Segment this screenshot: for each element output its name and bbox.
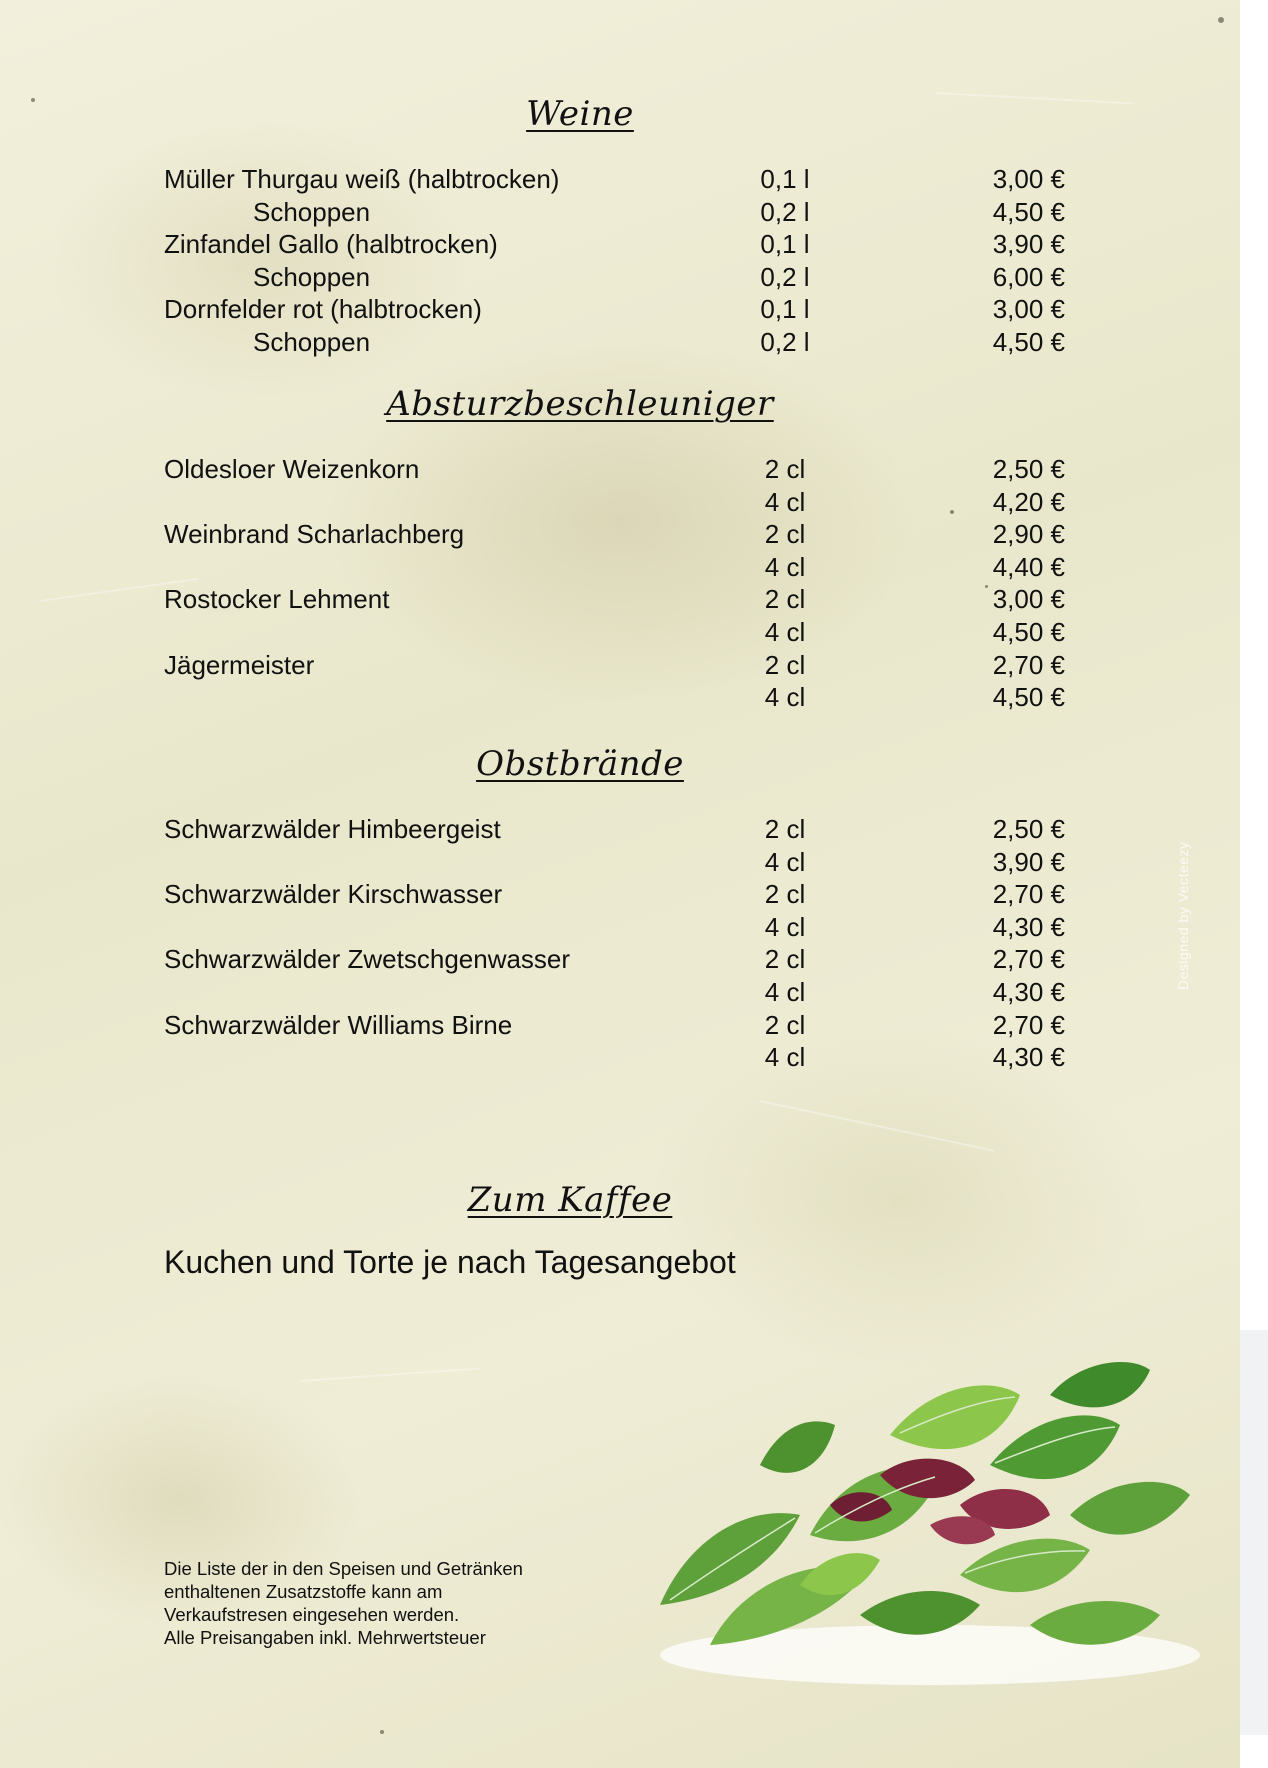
item-quantity: 0,1 l [760, 294, 810, 325]
item-quantity: 2 cl [764, 944, 806, 975]
menu-item-row [0, 616, 1240, 649]
item-price: 3,00 € [992, 164, 1065, 194]
menu-item-row [0, 518, 1240, 551]
item-name: Rostocker Lehment [164, 584, 390, 615]
item-name: Schwarzwälder Zwetschgenwasser [164, 944, 571, 975]
item-price: 3,00 € [992, 294, 1065, 325]
item-price: 4,30 € [992, 977, 1065, 1007]
item-quantity: 4 cl [764, 911, 806, 942]
side-strip [1240, 1330, 1268, 1735]
item-name: Weinbrand Scharlachberg [164, 519, 465, 550]
menu-item-row [0, 261, 1240, 294]
item-price: 2,70 € [992, 879, 1065, 910]
menu-item-row [0, 196, 1240, 229]
menu-item-row [0, 649, 1240, 682]
section-title-weine: Weine [526, 94, 634, 134]
item-name: Schwarzwälder Kirschwasser [164, 879, 503, 910]
item-price: 2,70 € [992, 944, 1065, 975]
texture-scratch [760, 1100, 995, 1152]
menu-item-row [0, 583, 1240, 616]
item-price: 4,50 € [992, 682, 1065, 713]
item-price: 4,30 € [992, 1042, 1065, 1073]
item-price: 4,50 € [992, 327, 1065, 357]
item-name: Oldesloer Weizenkorn [164, 454, 420, 484]
item-price: 2,70 € [992, 649, 1065, 680]
kaffee-offer-text: Kuchen und Torte je nach Tagesangebot [164, 1244, 736, 1280]
item-price: 4,50 € [992, 617, 1065, 647]
item-quantity: 2 cl [764, 1009, 806, 1040]
salad-icon [630, 1355, 1210, 1690]
section-title-absturzbeschleuniger: Absturzbeschleuniger [386, 384, 774, 424]
menu-item-row [0, 846, 1240, 879]
item-price: 4,50 € [992, 196, 1065, 227]
item-quantity: 2 cl [764, 454, 806, 484]
item-quantity: 4 cl [764, 617, 806, 647]
menu-item-row [0, 163, 1240, 196]
item-name: Zinfandel Gallo (halbtrocken) [164, 229, 498, 260]
texture-scratch [300, 1367, 480, 1382]
item-name: Jägermeister [164, 649, 315, 680]
item-quantity: 0,2 l [760, 196, 810, 227]
item-quantity: 4 cl [764, 1042, 806, 1073]
texture-spot [380, 1730, 384, 1734]
item-price: 3,00 € [992, 584, 1065, 615]
item-quantity: 2 cl [764, 814, 806, 844]
menu-item-row [0, 943, 1240, 976]
menu-item-row [0, 453, 1240, 486]
section-title-kaffee: Zum Kaffee [467, 1180, 673, 1220]
item-name: Schwarzwälder Williams Birne [164, 1009, 513, 1040]
item-quantity: 4 cl [764, 551, 806, 582]
menu-item-row [0, 813, 1240, 846]
menu-item-row [0, 681, 1240, 714]
item-price: 3,90 € [992, 846, 1065, 877]
item-price: 2,90 € [992, 519, 1065, 550]
footnote-line: Alle Preisangaben inkl. Mehrwertsteuer [164, 1627, 486, 1648]
item-name: Schwarzwälder Himbeergeist [164, 814, 501, 844]
item-name: Dornfelder rot (halbtrocken) [164, 294, 482, 325]
item-quantity: 2 cl [764, 879, 806, 910]
item-price: 2,50 € [992, 814, 1065, 844]
menu-item-row [0, 1009, 1240, 1042]
item-price: 2,50 € [992, 454, 1065, 484]
item-price: 4,20 € [992, 486, 1065, 517]
item-quantity: 4 cl [764, 682, 806, 713]
section-title-obstbraende: Obstbrände [476, 744, 684, 784]
item-price: 4,40 € [992, 551, 1065, 582]
item-name: Müller Thurgau weiß (halbtrocken) [164, 164, 560, 194]
item-price: 2,70 € [992, 1009, 1065, 1040]
item-price: 4,30 € [992, 911, 1065, 942]
item-name: Schoppen [253, 261, 371, 292]
item-quantity: 4 cl [764, 486, 806, 517]
menu-item-row [0, 326, 1240, 359]
menu-item-row [0, 911, 1240, 944]
menu-item-row [0, 878, 1240, 911]
footnote-line: Die Liste der in den Speisen und Getränken [164, 1558, 523, 1579]
menu-item-row [0, 293, 1240, 326]
item-quantity: 4 cl [764, 846, 806, 877]
item-name: Schoppen [253, 327, 371, 357]
texture-spot [1218, 17, 1224, 23]
footnote [164, 1557, 523, 1649]
menu-item-row [0, 976, 1240, 1009]
item-quantity: 2 cl [764, 649, 806, 680]
item-quantity: 0,1 l [760, 164, 810, 194]
item-price: 6,00 € [992, 261, 1065, 292]
menu-item-row [0, 486, 1240, 519]
designer-watermark: Designed by Vecteezy [1175, 841, 1191, 990]
item-quantity: 0,2 l [760, 327, 810, 357]
item-name: Schoppen [253, 196, 371, 227]
menu-item-row [0, 228, 1240, 261]
item-quantity: 0,2 l [760, 261, 810, 292]
menu-item-row [0, 1041, 1240, 1074]
salad-leaves [660, 1362, 1190, 1645]
footnote-line: Verkaufstresen eingesehen werden. [164, 1604, 460, 1625]
item-quantity: 2 cl [764, 519, 806, 550]
item-price: 3,90 € [992, 229, 1065, 260]
item-quantity: 2 cl [764, 584, 806, 615]
item-quantity: 4 cl [764, 977, 806, 1007]
item-quantity: 0,1 l [760, 229, 810, 260]
footnote-line: enthaltenen Zusatzstoffe kann am [164, 1581, 443, 1602]
menu-item-row [0, 551, 1240, 584]
